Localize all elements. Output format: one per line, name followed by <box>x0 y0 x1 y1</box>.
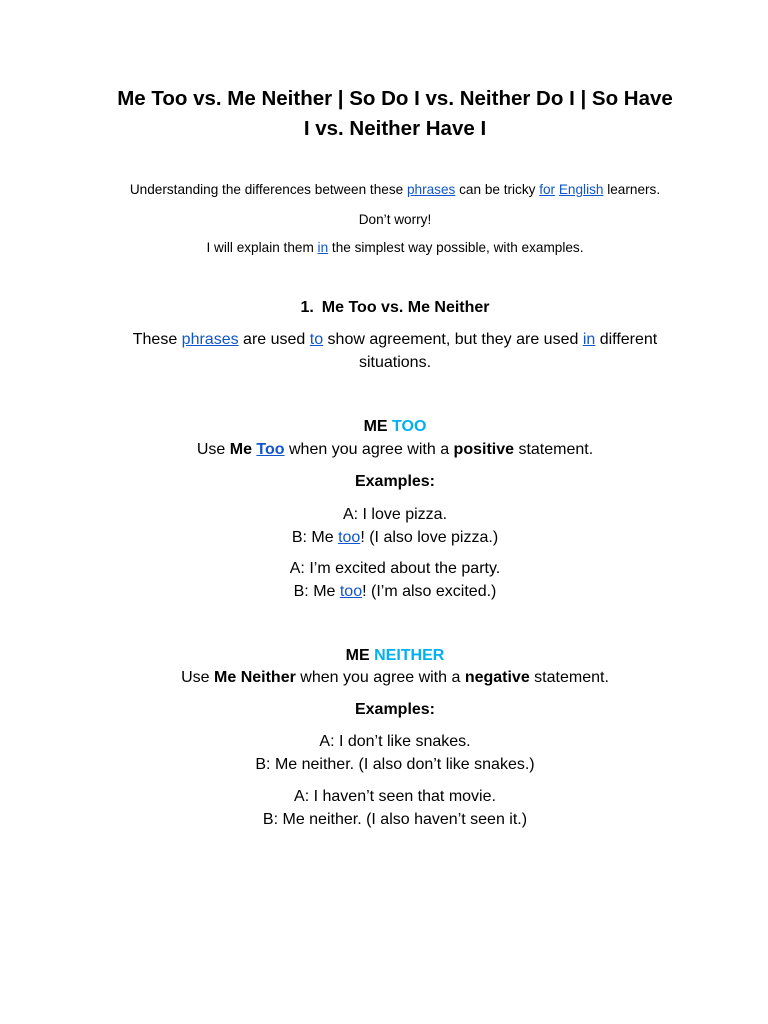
section-1-heading <box>100 297 690 319</box>
link-for[interactable]: for <box>539 182 556 197</box>
me-neither-usage <box>100 667 690 690</box>
me-too-usage <box>100 439 690 462</box>
link-too-bold[interactable]: Too <box>256 441 285 458</box>
me-too-ex1-b2: ! (I also love pizza.) <box>360 528 499 546</box>
me-too-example-2 <box>100 558 690 603</box>
me-neither-use-t2: when you agree with a <box>295 669 465 686</box>
desc-line-2: situations. <box>358 353 432 371</box>
me-too-ex2-b1: B: Me <box>293 582 340 600</box>
desc-text-1: These <box>132 331 182 348</box>
me-too-use-t2: when you agree with a <box>284 441 454 458</box>
me-neither-examples-label: Examples: <box>354 701 436 718</box>
intro-line-2: Don’t worry! <box>358 212 432 227</box>
me-neither-example-2 <box>100 786 690 831</box>
me-neither-heading <box>100 645 690 668</box>
link-in[interactable]: in <box>317 240 329 255</box>
me-neither-ex2-b: B: Me neither. (I also haven’t seen it.) <box>262 810 528 828</box>
me-too-ex2-b2: ! (I’m also excited.) <box>362 582 497 600</box>
link-too-ex2[interactable]: too <box>339 582 363 600</box>
section-1-title: Me Too vs. Me Neither <box>321 299 490 316</box>
desc-text-2: are used <box>238 331 310 348</box>
me-neither-ex1-a: A: I don’t like snakes. <box>319 733 471 750</box>
desc-text-3: show agreement, but they are used <box>323 331 583 348</box>
me-neither-use-b2: negative <box>464 669 530 686</box>
page-title <box>100 84 690 144</box>
me-too-ex2-a: A: I’m excited about the party. <box>289 560 501 577</box>
me-too-heading <box>100 416 690 439</box>
link-phrases[interactable]: phrases <box>406 182 456 197</box>
intro-line-1 <box>90 181 700 199</box>
intro3-text-1: I will explain them <box>206 240 318 255</box>
intro3-text-2: the simplest way possible, with examples. <box>328 240 584 255</box>
link-english[interactable]: English <box>558 182 604 197</box>
me-too-use-t1: Use <box>196 441 230 458</box>
me-neither-example-1 <box>100 731 690 776</box>
me-too-ex1-a: A: I love pizza. <box>342 506 448 523</box>
section-1-number: 1. <box>300 299 314 316</box>
intro-text-1: Understanding the differences between these <box>129 182 407 197</box>
link-phrases-2[interactable]: phrases <box>181 331 239 348</box>
me-too-use-t3: statement. <box>514 441 594 458</box>
me-too-heading-b: TOO <box>392 418 427 435</box>
desc-text-4: different <box>595 331 658 348</box>
me-too-use-b2: positive <box>453 441 515 458</box>
link-too-ex1[interactable]: too <box>338 528 361 546</box>
intro-text-4: learners. <box>603 182 661 197</box>
me-neither-use-b1: Me Neither <box>214 669 296 686</box>
me-too-use-b1: Me <box>229 441 257 458</box>
link-in-2[interactable]: in <box>582 331 596 348</box>
me-neither-heading-a: ME <box>345 647 375 664</box>
me-neither-ex1-b: B: Me neither. (I also don’t like snakes.) <box>255 755 535 773</box>
me-neither-ex2-a: A: I haven’t seen that movie. <box>294 788 496 805</box>
me-too-heading-a: ME <box>363 418 393 435</box>
me-neither-use-t3: statement. <box>529 669 609 686</box>
section-1-description <box>100 329 690 374</box>
title-line-2: I vs. Neither Have I <box>303 117 487 140</box>
me-too-examples-label: Examples: <box>354 473 436 490</box>
intro-line-3 <box>90 239 700 257</box>
me-too-ex1-b1: B: Me <box>291 528 339 546</box>
intro-text-2: can be tricky <box>455 182 540 197</box>
link-to[interactable]: to <box>309 331 324 348</box>
me-too-example-1 <box>100 504 690 549</box>
title-line-1: Me Too vs. Me Neither | So Do I vs. Neither Do I | So Have <box>117 87 673 110</box>
me-neither-heading-b: NEITHER <box>374 647 445 664</box>
me-neither-use-t1: Use <box>181 669 215 686</box>
